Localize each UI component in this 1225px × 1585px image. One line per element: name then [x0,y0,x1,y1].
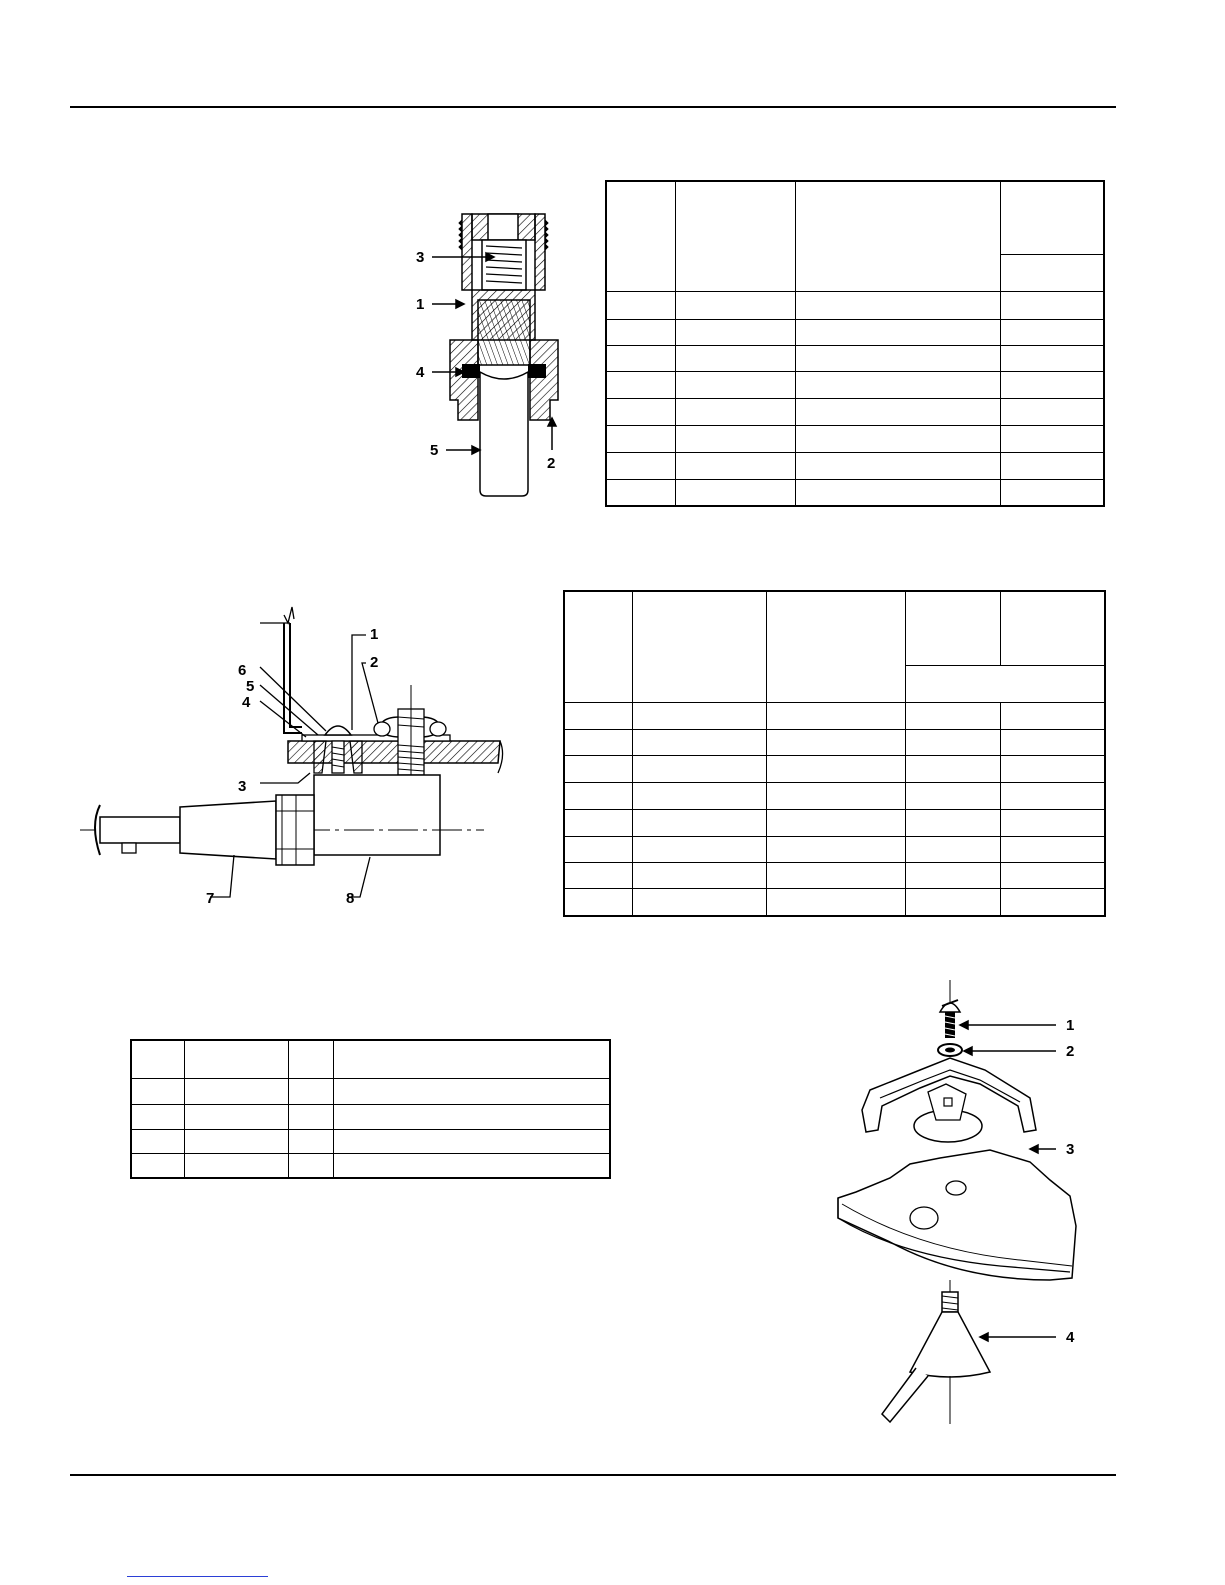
callout-7: 7 [206,890,215,907]
callout-4: 4 [1066,1329,1075,1346]
callout-4: 4 [242,694,251,711]
callout-2: 2 [370,654,379,671]
callout-4: 4 [416,364,425,381]
table1-header-cell [606,181,676,291]
header-rule [70,106,1116,108]
callout-6: 6 [238,662,247,679]
table1-header-cell [796,181,1001,291]
table2-header-cell [906,665,1105,702]
parts-table-1 [605,180,1105,507]
callout-3: 3 [238,778,247,795]
callout-1: 1 [1066,1017,1075,1034]
valve-cross-section-figure [400,200,600,510]
exploded-clamp-figure [820,980,1100,1440]
footer-rule [70,1474,1116,1476]
table2-header-cell [633,591,767,703]
table2-header-cell [1000,591,1105,665]
callout-5: 5 [246,678,255,695]
table1-header-cell [1001,181,1105,254]
callout-2: 2 [1066,1043,1075,1060]
parts-table-2 [563,590,1106,917]
callout-1: 1 [416,296,425,313]
callout-8: 8 [346,890,355,907]
parts-table-3 [130,1039,611,1179]
table2-header-cell [906,591,1000,665]
callout-3: 3 [416,249,425,266]
table2-header-cell [564,591,633,703]
callout-1: 1 [370,626,379,643]
callout-2: 2 [547,455,556,472]
table3-header-cell [131,1040,184,1078]
table1-header-cell [1001,254,1105,291]
footer-link-underline[interactable] [127,1576,268,1577]
table1-header-cell [676,181,796,291]
mounting-assembly-figure [70,605,520,915]
table3-header-cell [333,1040,610,1078]
callout-5: 5 [430,442,439,459]
table3-header-cell [289,1040,334,1078]
callout-3: 3 [1066,1141,1075,1158]
table2-header-cell [767,591,906,703]
table3-header-cell [184,1040,288,1078]
